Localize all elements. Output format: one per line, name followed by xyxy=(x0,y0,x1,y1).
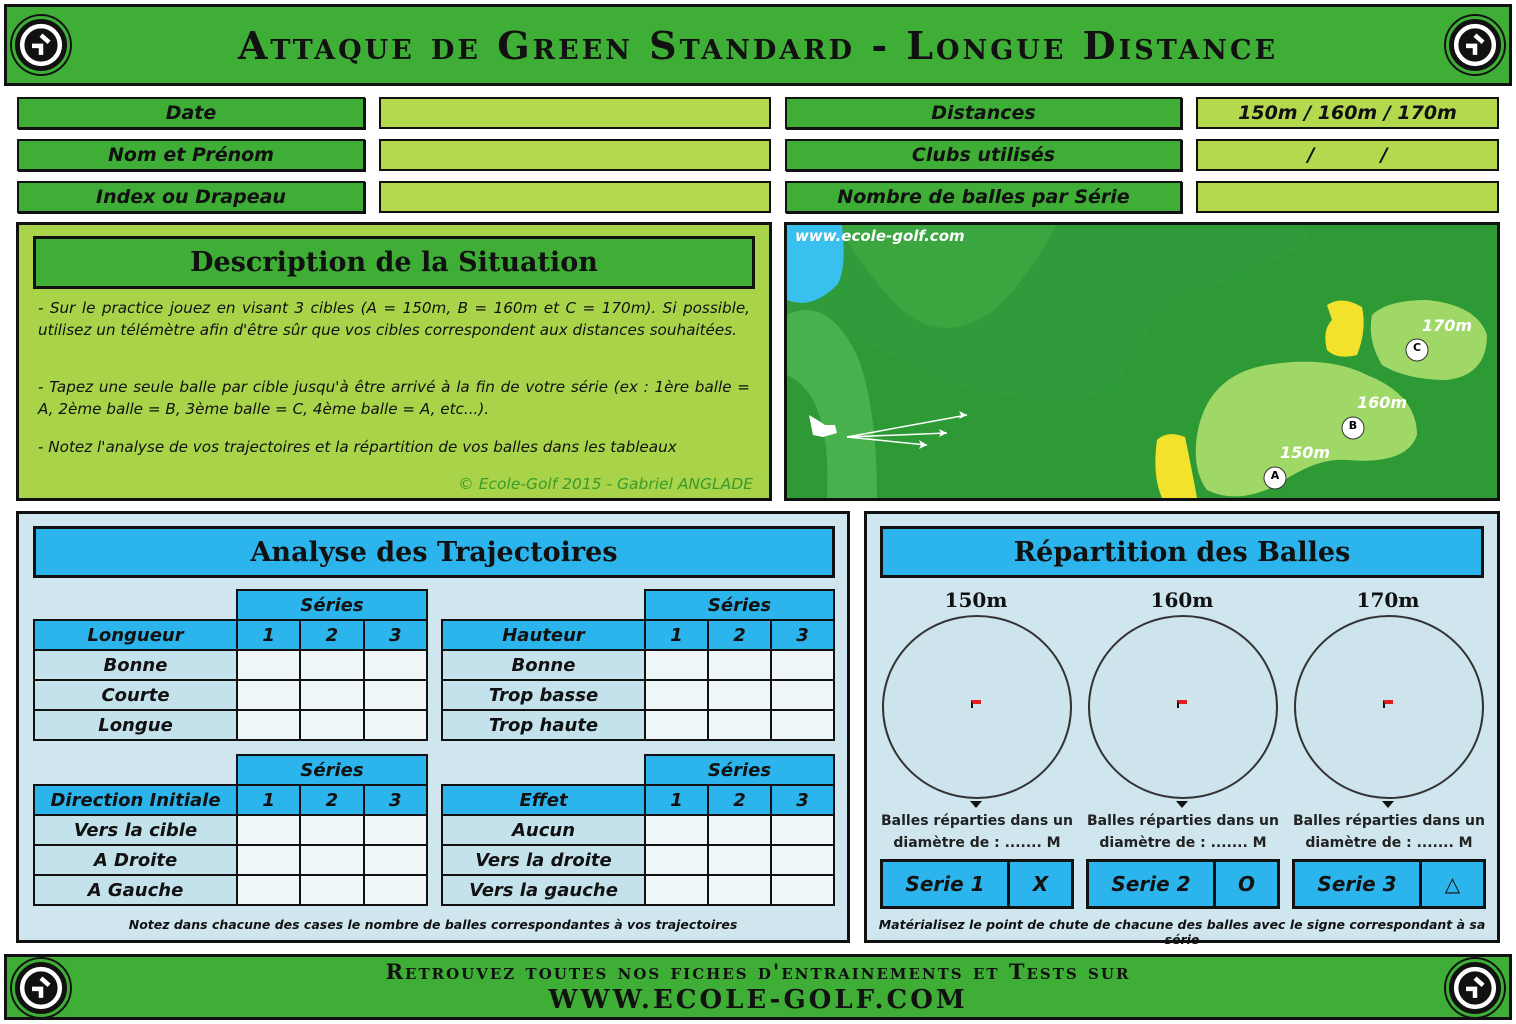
logo-icon xyxy=(12,16,70,74)
repartition-note: Matérialisez le point de chute de chacune des balles avec le signe correspondant à sa série xyxy=(878,917,1486,947)
caption-170 xyxy=(1292,810,1486,854)
input-cell[interactable] xyxy=(364,710,427,740)
effet-table xyxy=(441,754,835,906)
input-cell[interactable] xyxy=(771,650,834,680)
distances-field[interactable]: 150m / 160m / 170m xyxy=(1196,97,1499,129)
target-label-170: 170m xyxy=(1356,588,1420,612)
date-field[interactable] xyxy=(379,97,771,129)
copyright: © Ecole-Golf 2015 - Gabriel ANGLADE xyxy=(458,475,753,493)
clubs-label: Clubs utilisés xyxy=(785,139,1182,171)
input-cell[interactable] xyxy=(771,815,834,845)
balls-field[interactable] xyxy=(1196,181,1499,213)
serie-2-label: Serie 2 xyxy=(1089,862,1216,906)
index-label: Index ou Drapeau xyxy=(17,181,365,213)
input-cell[interactable] xyxy=(645,875,708,905)
caption-160 xyxy=(1086,810,1280,854)
input-cell[interactable] xyxy=(364,815,427,845)
series-1: 1 xyxy=(237,785,300,815)
direction-head: Direction Initiale xyxy=(34,785,237,815)
caret-down-icon xyxy=(1382,801,1394,808)
row-label: Longue xyxy=(34,710,237,740)
logo-icon xyxy=(12,959,70,1017)
input-cell[interactable] xyxy=(708,815,771,845)
input-cell[interactable] xyxy=(300,680,363,710)
clubs-field[interactable]: / / xyxy=(1196,139,1499,171)
series-2: 2 xyxy=(708,785,771,815)
caption-line: Balles réparties dans un xyxy=(1087,813,1279,829)
series-3: 3 xyxy=(364,620,427,650)
row-label: Vers la cible xyxy=(34,815,237,845)
input-cell[interactable] xyxy=(645,650,708,680)
hauteur-table xyxy=(441,589,835,741)
row-label: A Droite xyxy=(34,845,237,875)
map-target-a: A xyxy=(1270,469,1280,482)
distances-label: Distances xyxy=(785,97,1182,129)
input-cell[interactable] xyxy=(237,710,300,740)
input-cell[interactable] xyxy=(645,710,708,740)
effet-head: Effet xyxy=(442,785,645,815)
input-cell[interactable] xyxy=(708,650,771,680)
analysis-note: Notez dans chacune des cases le nombre de balles correspondantes à vos trajectoires xyxy=(128,917,738,932)
series-1: 1 xyxy=(237,620,300,650)
page-title: Attaque de Green Standard - Longue Distance xyxy=(237,22,1279,68)
row-label: Aucun xyxy=(442,815,645,845)
longueur-head: Longueur xyxy=(34,620,237,650)
date-label: Date xyxy=(17,97,365,129)
input-cell[interactable] xyxy=(364,650,427,680)
name-label: Nom et Prénom xyxy=(17,139,365,171)
input-cell[interactable] xyxy=(771,710,834,740)
row-label: Courte xyxy=(34,680,237,710)
input-cell[interactable] xyxy=(300,875,363,905)
series-header: Séries xyxy=(645,755,834,785)
map-target-c: C xyxy=(1412,341,1422,354)
logo-icon xyxy=(1446,16,1504,74)
series-header: Séries xyxy=(645,590,834,620)
series-3: 3 xyxy=(364,785,427,815)
analysis-title: Analyse des Trajectoires xyxy=(33,526,835,578)
input-cell[interactable] xyxy=(708,710,771,740)
longueur-table xyxy=(33,589,428,741)
description-p3: - Notez l'analyse de vos trajectoires et la répartition de vos balles dans les tableaux xyxy=(38,438,677,456)
input-cell[interactable] xyxy=(771,875,834,905)
description-title: Description de la Situation xyxy=(33,236,755,289)
map-distance-170: 170m xyxy=(1422,316,1473,335)
flag-icon xyxy=(971,700,981,708)
target-label-150: 150m xyxy=(944,588,1008,612)
input-cell[interactable] xyxy=(300,845,363,875)
description-p2: - Tapez une seule balle par cible jusqu'à être arrivé à la fin de votre série (ex : 1ère balle = A, 2ème balle = B, 3ème balle = C, 4ème balle = A, etc...). xyxy=(38,378,750,418)
series-2: 2 xyxy=(300,785,363,815)
flag-icon xyxy=(1177,700,1187,708)
header-bar xyxy=(4,4,1512,86)
input-cell[interactable] xyxy=(237,815,300,845)
footer-line1: Retrouvez toutes nos fiches d'entrainements et Tests sur xyxy=(385,959,1131,984)
balls-label: Nombre de balles par Série xyxy=(785,181,1182,213)
description-panel xyxy=(16,222,772,501)
repartition-panel xyxy=(864,511,1500,947)
series-1: 1 xyxy=(645,620,708,650)
caption-150 xyxy=(880,810,1074,854)
input-cell[interactable] xyxy=(237,875,300,905)
serie-3-symbol: △ xyxy=(1444,872,1461,896)
input-cell[interactable] xyxy=(708,845,771,875)
logo-icon xyxy=(1446,959,1504,1017)
input-cell[interactable] xyxy=(364,875,427,905)
input-cell[interactable] xyxy=(364,680,427,710)
input-cell[interactable] xyxy=(300,650,363,680)
input-cell[interactable] xyxy=(645,680,708,710)
input-cell[interactable] xyxy=(708,875,771,905)
map-target-b: B xyxy=(1348,419,1358,432)
row-label: Trop basse xyxy=(442,680,645,710)
description-p1: - Sur le practice jouez en visant 3 cibles (A = 150m, B = 160m et C = 170m). Si possible, utilisez un télémètre afin d'être sûr que vos cibles correspondent aux distances souhaitées. xyxy=(38,299,750,339)
input-cell[interactable] xyxy=(300,710,363,740)
series-3: 3 xyxy=(771,785,834,815)
input-cell[interactable] xyxy=(237,650,300,680)
series-header: Séries xyxy=(237,590,427,620)
analysis-panel xyxy=(16,511,850,943)
repartition-title: Répartition des Balles xyxy=(880,526,1484,578)
input-cell[interactable] xyxy=(364,845,427,875)
row-label: Bonne xyxy=(34,650,237,680)
series-header: Séries xyxy=(237,755,427,785)
serie-1-label: Serie 1 xyxy=(883,862,1010,906)
series-3: 3 xyxy=(771,620,834,650)
input-cell[interactable] xyxy=(771,680,834,710)
row-label: Vers la droite xyxy=(442,845,645,875)
caption-line: diamètre de : ....... M xyxy=(893,835,1061,851)
input-cell[interactable] xyxy=(237,680,300,710)
input-cell[interactable] xyxy=(645,815,708,845)
caret-down-icon xyxy=(970,801,982,808)
hauteur-head: Hauteur xyxy=(442,620,645,650)
caption-line: diamètre de : ....... M xyxy=(1099,835,1267,851)
caption-line: Balles réparties dans un xyxy=(1293,813,1485,829)
caption-line: Balles réparties dans un xyxy=(881,813,1073,829)
map-url: www.ecole-golf.com xyxy=(795,227,965,245)
serie-3-legend xyxy=(1292,859,1486,909)
row-label: Vers la gauche xyxy=(442,875,645,905)
serie-1-symbol: X xyxy=(1032,872,1049,896)
series-2: 2 xyxy=(708,620,771,650)
input-cell[interactable] xyxy=(771,845,834,875)
series-1: 1 xyxy=(645,785,708,815)
course-map-graphic xyxy=(787,225,1497,498)
direction-table xyxy=(33,754,428,906)
target-label-160: 160m xyxy=(1150,588,1214,612)
row-label: Trop haute xyxy=(442,710,645,740)
serie-2-legend xyxy=(1086,859,1280,909)
map-distance-160: 160m xyxy=(1357,393,1408,412)
input-cell[interactable] xyxy=(300,815,363,845)
course-map xyxy=(784,222,1500,501)
input-cell[interactable] xyxy=(708,680,771,710)
row-label: A Gauche xyxy=(34,875,237,905)
index-field[interactable] xyxy=(379,181,771,213)
caption-line: diamètre de : ....... M xyxy=(1305,835,1473,851)
serie-3-label: Serie 3 xyxy=(1295,862,1422,906)
serie-2-symbol: O xyxy=(1237,872,1255,896)
flag-icon xyxy=(1383,700,1393,708)
serie-1-legend xyxy=(880,859,1074,909)
series-2: 2 xyxy=(300,620,363,650)
row-label: Bonne xyxy=(442,650,645,680)
input-cell[interactable] xyxy=(237,845,300,875)
map-distance-150: 150m xyxy=(1280,443,1331,462)
caret-down-icon xyxy=(1176,801,1188,808)
footer-bar xyxy=(4,954,1512,1020)
footer-link[interactable]: WWW.ECOLE-GOLF.COM xyxy=(548,985,968,1015)
input-cell[interactable] xyxy=(645,845,708,875)
name-field[interactable] xyxy=(379,139,771,171)
